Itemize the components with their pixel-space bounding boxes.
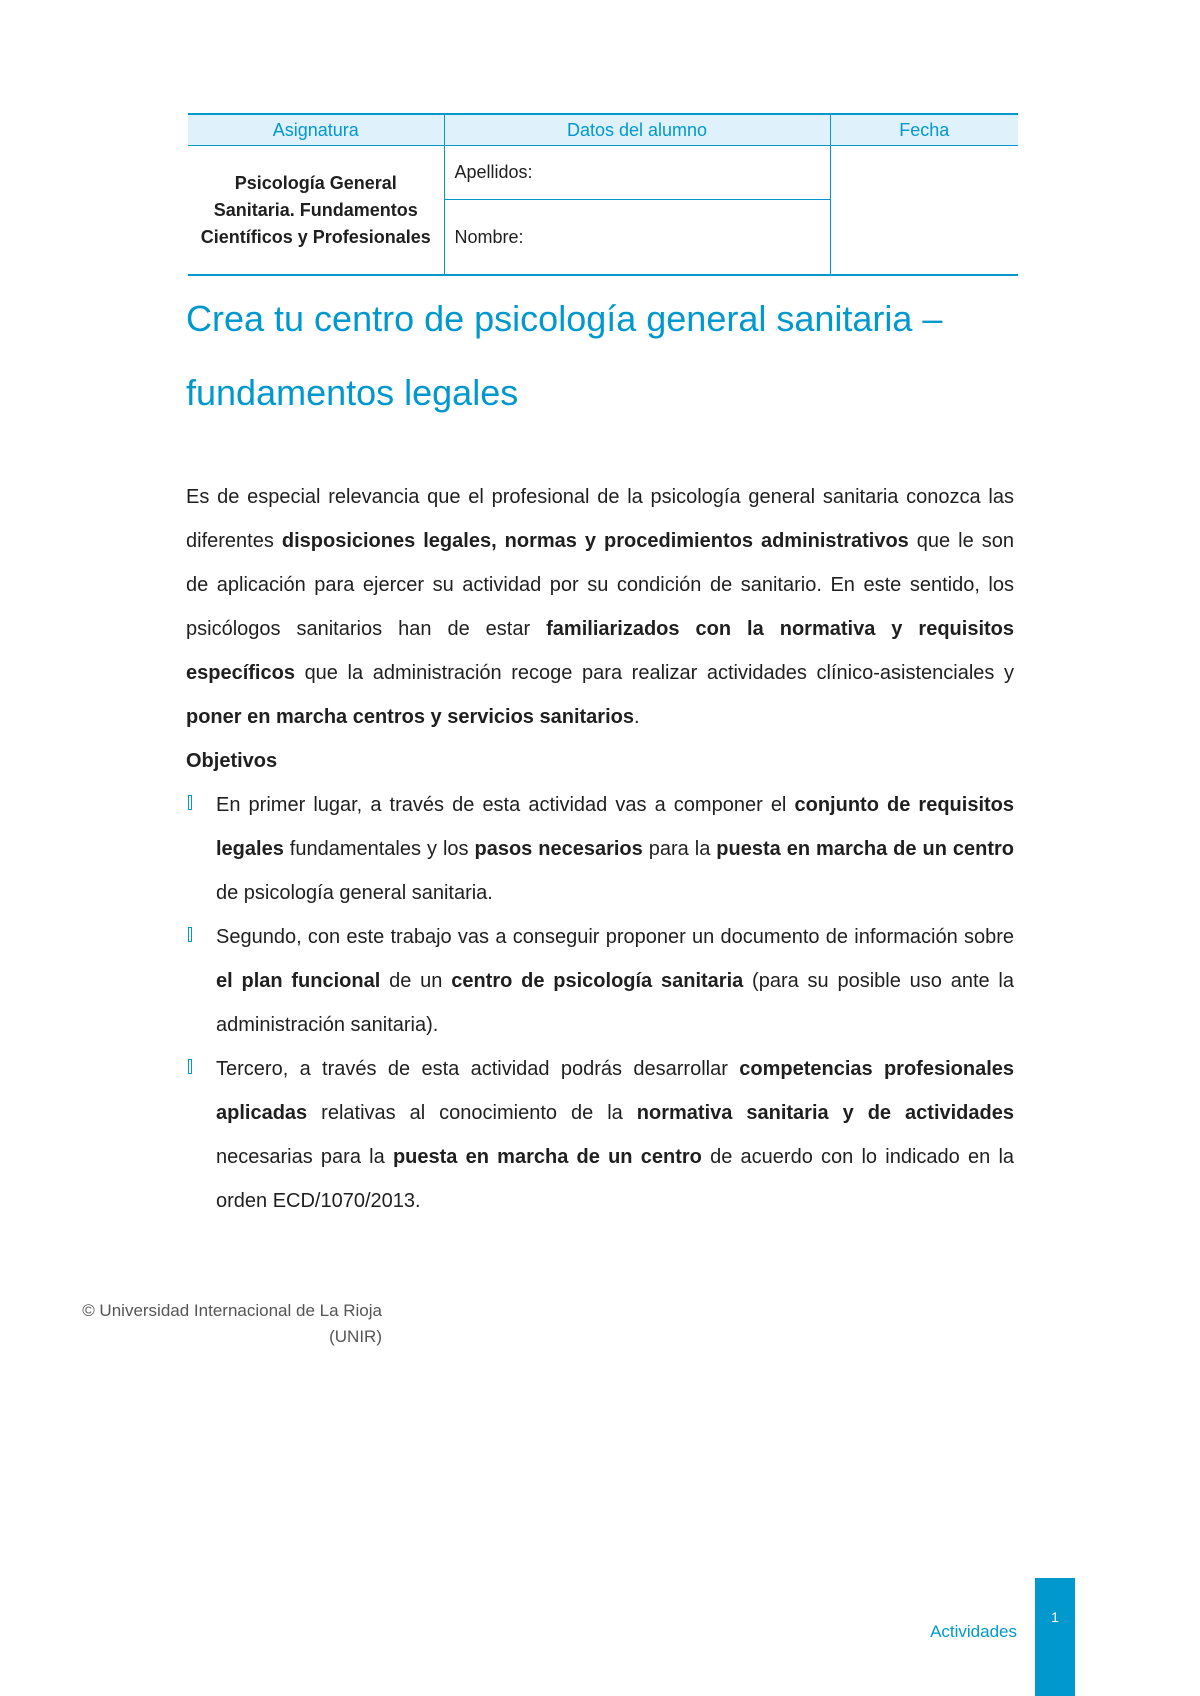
objective-text: de psicología general sanitaria. — [216, 882, 493, 904]
objective-text: para la — [642, 838, 717, 860]
header-col-datos: Datos del alumno — [444, 114, 830, 146]
objective-emphasis: centro de psicología sanitaria — [451, 970, 744, 992]
objectives-heading: Objetivos — [186, 750, 278, 772]
objective-text: En primer lugar, a través de esta actividad vas a componer el — [216, 794, 795, 816]
intro-text: Es de especial relevancia que el profesional de la psicología general sanitaria conozca las diferentes — [186, 486, 1014, 552]
objective-item — [186, 783, 1014, 915]
header-col-asignatura: Asignatura — [188, 114, 444, 146]
objective-emphasis: puesta en marcha de un centro — [392, 1146, 702, 1168]
intro-paragraph — [186, 475, 1014, 739]
copyright-notice — [36, 1298, 382, 1350]
objective-emphasis: conjunto de requisitos legales — [216, 794, 1015, 860]
objective-text: Segundo, con este trabajo vas a conseguir proponer un documento de información sobre — [216, 926, 1014, 948]
footer-section-label: Actividades — [930, 1622, 1017, 1641]
fecha-field — [830, 146, 1018, 276]
intro-text: que la administración recoge para realizar actividades clínico-asistenciales y — [294, 662, 1014, 684]
objective-text: necesarias para la — [216, 1146, 393, 1168]
header-col-fecha: Fecha — [830, 114, 1018, 146]
apellidos-field: Apellidos: — [444, 146, 830, 200]
page-number: 1 — [1051, 1609, 1059, 1625]
objective-text: Tercero, a través de esta actividad podrás desarrollar — [216, 1058, 740, 1080]
intro-text: que le son de aplicación para ejercer su actividad por su condición de sanitario. En este sentido, los psicólogos sanitarios han de estar — [186, 530, 1015, 640]
page-title: Crea tu centro de psicología general sanitaria – fundamentos legales — [186, 298, 943, 413]
intro-emphasis: familiarizados con la normativa y requisitos específicos — [186, 618, 1014, 684]
header-table — [188, 113, 1018, 276]
objective-text: fundamentales y los — [283, 838, 475, 860]
objective-item — [186, 1047, 1014, 1223]
copyright-line: © Universidad Internacional de La Rioja — [82, 1301, 382, 1320]
objective-text: de un — [380, 970, 452, 992]
objective-item — [186, 915, 1014, 1047]
objective-emphasis: competencias profesionales aplicadas — [216, 1058, 1015, 1124]
bullet-icon — [188, 1059, 192, 1074]
intro-emphasis: disposiciones legales, normas y procedimientos administrativos — [281, 530, 909, 552]
objective-text: relativas al conocimiento de la — [307, 1102, 637, 1124]
objective-emphasis: puesta en marcha de un centro — [716, 838, 1015, 860]
bullet-icon — [188, 795, 192, 810]
document-body — [186, 475, 1014, 1223]
objective-emphasis: pasos necesarios — [474, 838, 643, 860]
intro-emphasis: poner en marcha centros y servicios sanitarios — [186, 706, 634, 728]
page-number-badge — [1035, 1578, 1075, 1696]
objective-text: (para su posible uso ante la administración sanitaria). — [216, 970, 1014, 1036]
asignatura-value: Psicología General Sanitaria. Fundamentos Científicos y Profesionales — [188, 146, 444, 276]
copyright-line: (UNIR) — [329, 1327, 382, 1346]
bullet-icon — [188, 927, 192, 942]
nombre-field: Nombre: — [444, 200, 830, 276]
intro-text: . — [633, 706, 640, 728]
objectives-list — [186, 783, 1014, 1223]
objective-emphasis: normativa sanitaria y de actividades — [636, 1102, 1014, 1124]
objective-emphasis: el plan funcional — [216, 970, 381, 992]
objective-text: de acuerdo con lo indicado en la orden ECD/1070/2013. — [216, 1146, 1015, 1212]
